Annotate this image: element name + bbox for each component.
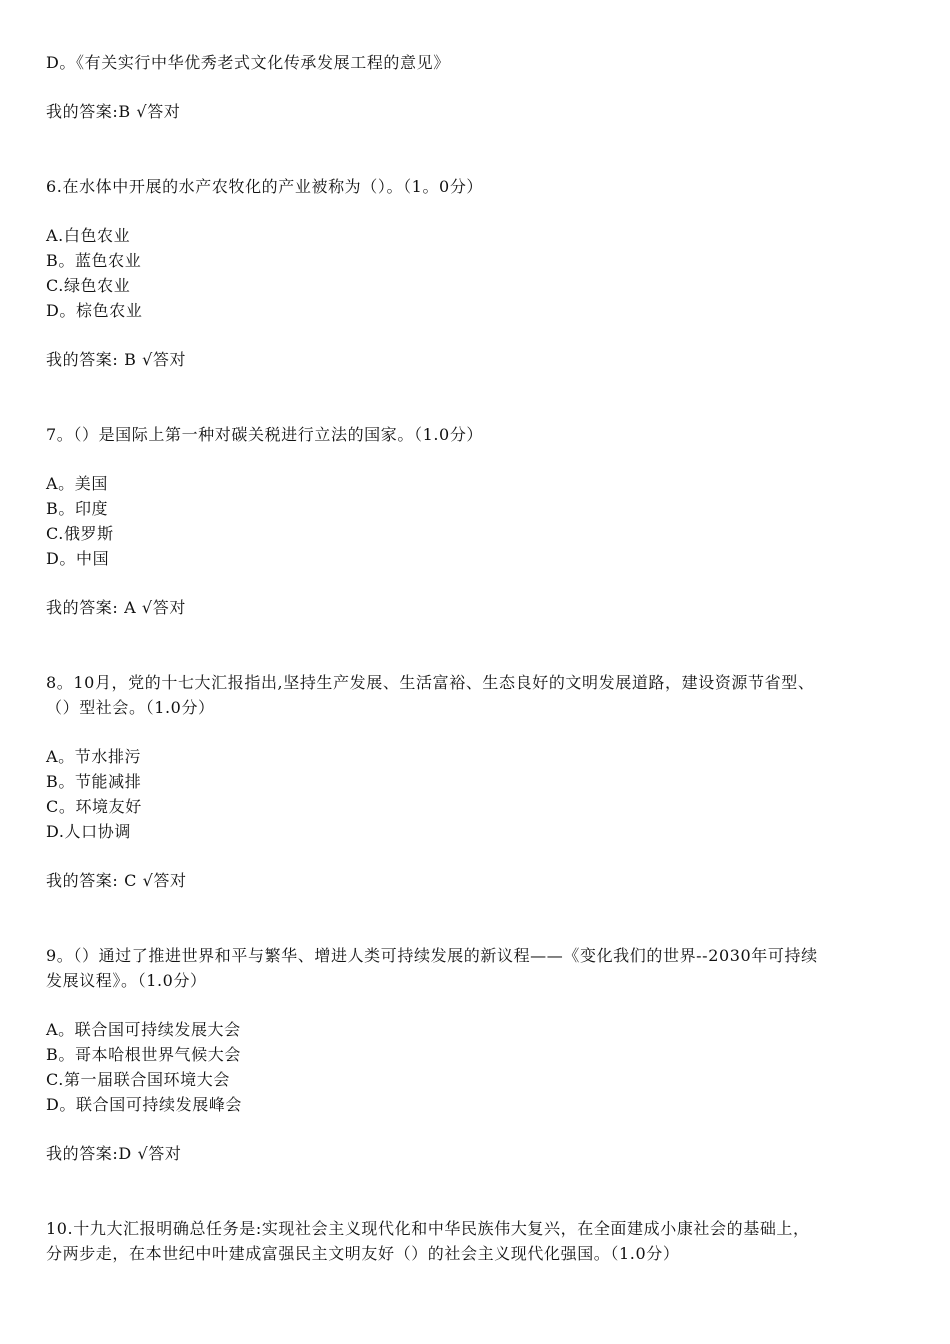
- option-c: C。环境友好: [46, 797, 142, 816]
- question-10: [46, 1216, 916, 1266]
- option-b: B。哥本哈根世界气候大会: [46, 1045, 241, 1064]
- option-list: [46, 744, 916, 844]
- question-stem-line-1: 10.十九大汇报明确总任务是:实现社会主义现代化和中华民族伟大复兴，在全面建成小康社会的基础上，: [46, 1219, 810, 1238]
- option-list: [46, 223, 916, 323]
- question-7: [46, 422, 916, 620]
- question-8: [46, 670, 916, 893]
- quiz-page: [46, 50, 916, 1266]
- option-list: [46, 471, 916, 571]
- option-b: B。蓝色农业: [46, 251, 142, 270]
- question-stem: 7。（）是国际上第一种对碳关税进行立法的国家。（1.0分）: [46, 425, 484, 444]
- my-answer: 我的答案:B √答对: [46, 102, 181, 121]
- question-9: [46, 943, 916, 1166]
- my-answer: 我的答案:D √答对: [46, 1144, 182, 1163]
- my-answer: 我的答案: C √答对: [46, 871, 187, 890]
- option-c: C.绿色农业: [46, 276, 131, 295]
- option-d: D。棕色农业: [46, 301, 143, 320]
- option-c: C.第一届联合国环境大会: [46, 1070, 230, 1089]
- option-d: D。联合国可持续发展峰会: [46, 1095, 243, 1114]
- option-a: A。美国: [46, 474, 108, 493]
- option-b: B。节能减排: [46, 772, 142, 791]
- question-stem-line-1: 8。10月，党的十七大汇报指出,坚持生产发展、生活富裕、生态良好的文明发展道路，建设资源节省型、: [46, 673, 815, 692]
- question-stem-line-1: 9。（）通过了推进世界和平与繁华、增进人类可持续发展的新议程——《变化我们的世界--2030年可持续: [46, 946, 818, 965]
- question-stem: 6.在水体中开展的水产农牧化的产业被称为（）。（1。0分）: [46, 177, 484, 196]
- question-stem-line-2: （）型社会。（1.0分）: [46, 698, 215, 717]
- my-answer: 我的答案: B √答对: [46, 350, 187, 369]
- option-d: D。《有关实行中华优秀老式文化传承发展工程的意见》: [46, 53, 450, 72]
- option-a: A。节水排污: [46, 747, 142, 766]
- option-list: [46, 1017, 916, 1117]
- option-c: C.俄罗斯: [46, 524, 114, 543]
- option-b: B。印度: [46, 499, 109, 518]
- question-stem-line-2: 发展议程》。（1.0分）: [46, 971, 207, 990]
- question-6: [46, 174, 916, 372]
- question-stem-line-2: 分两步走，在本世纪中叶建成富强民主文明友好（）的社会主义现代化强国。（1.0分）: [46, 1244, 680, 1263]
- option-a: A。联合国可持续发展大会: [46, 1020, 241, 1039]
- option-a: A.白色农业: [46, 226, 131, 245]
- option-d: D.人口协调: [46, 822, 131, 841]
- my-answer: 我的答案: A √答对: [46, 598, 186, 617]
- option-d: D。中国: [46, 549, 110, 568]
